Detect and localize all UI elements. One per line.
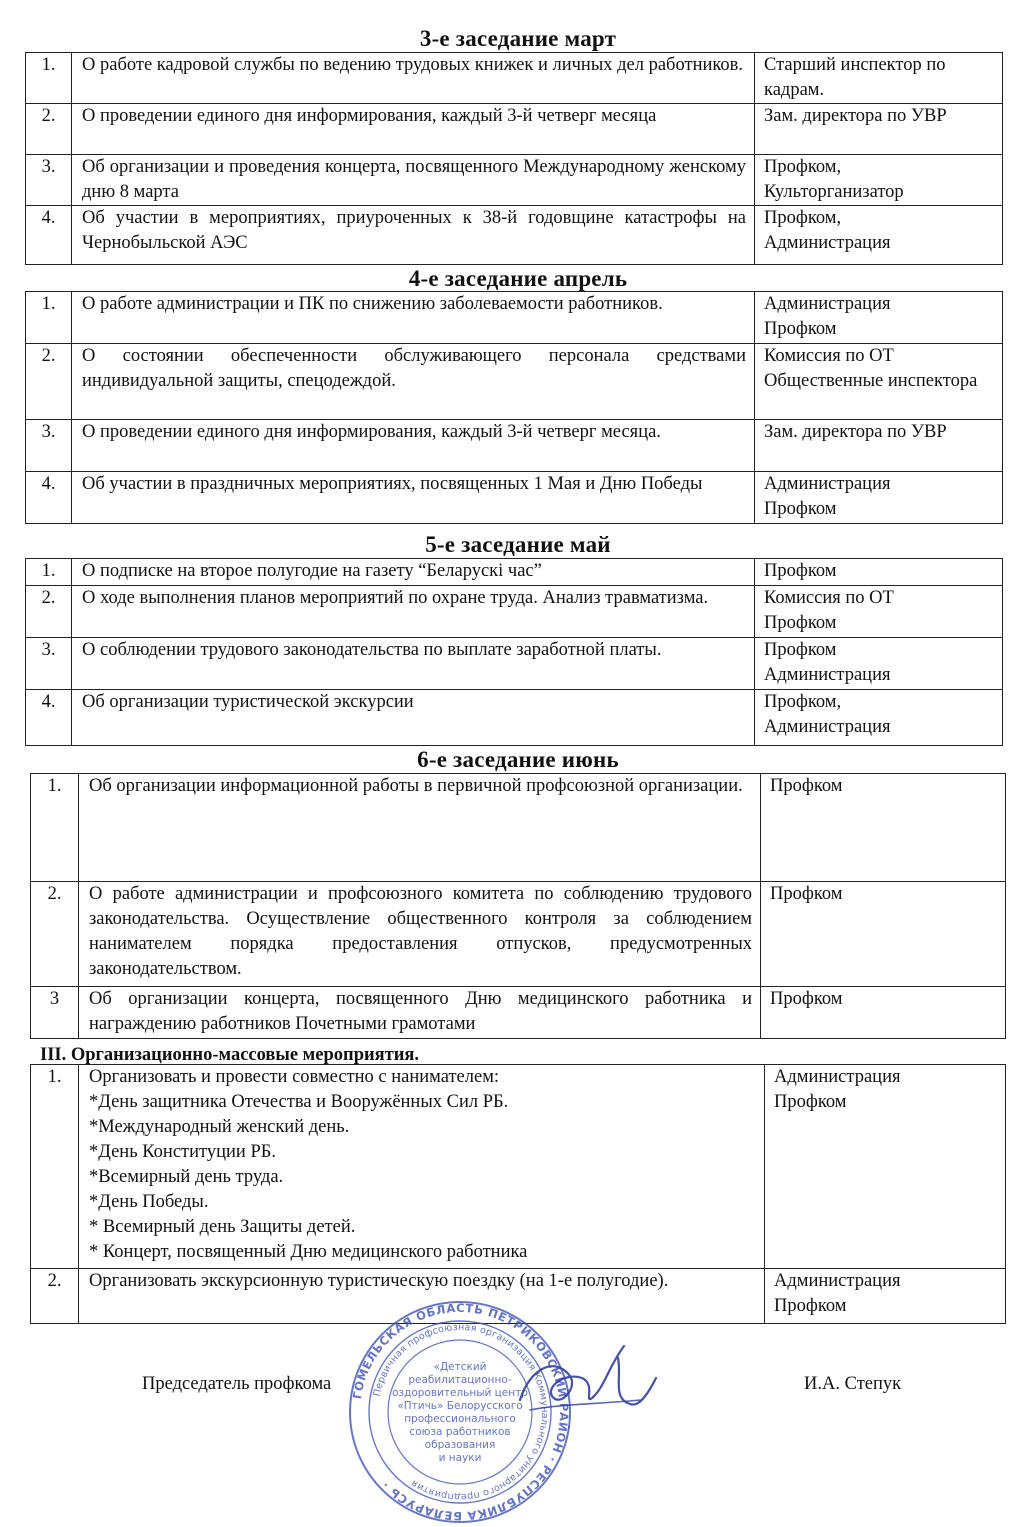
row-responsible: Администрация Профком bbox=[765, 1269, 1006, 1324]
section-3-title: III. Организационно-массовые мероприятия. bbox=[40, 1045, 420, 1065]
row-subject: Организовать экскурсионную туристическую поездку (на 1-е полугодие). bbox=[79, 1269, 765, 1324]
section-3-table bbox=[30, 1064, 1006, 1324]
svg-text:«Детский: «Детский bbox=[433, 1361, 487, 1373]
svg-text:профессионального: профессионального bbox=[404, 1413, 516, 1425]
svg-text:ГОМЕЛЬСКАЯ ОБЛАСТЬ ПЕТРИКОВСКИ: ГОМЕЛЬСКАЯ ОБЛАСТЬ ПЕТРИКОВСКИЙ РАЙОН · РЕСПУБЛИКА БЕЛАРУСЬ · bbox=[349, 1300, 572, 1524]
table-row bbox=[26, 344, 1003, 420]
row-subject: О работе администрации и профсоюзного комитета по соблюдению трудового законодательства. Осуществление общественного контроля за соблюдением нанимателем порядка предоставления отпусков, предусмотренных законодательством. bbox=[79, 882, 761, 987]
row-responsible: Администрация Профком bbox=[765, 1065, 1006, 1269]
session-3-title: 3-е заседание март bbox=[419, 26, 617, 51]
row-subject: О проведении единого дня информирования, каждый 3-й четверг месяца. bbox=[72, 420, 755, 472]
chairman-title: Председатель профкома bbox=[142, 1374, 332, 1394]
row-subject bbox=[79, 1065, 765, 1269]
row-responsible: Зам. директора по УВР bbox=[755, 420, 1003, 472]
row-subject: О ходе выполнения планов мероприятий по охране труда. Анализ травматизма. bbox=[72, 586, 755, 638]
event-list-item: *Международный женский день. bbox=[89, 1117, 350, 1137]
row-subject: О проведении единого дня информирования, каждый 3-й четверг месяца bbox=[72, 104, 755, 155]
row-subject: О подписке на второе полугодие на газету “Беларускі час” bbox=[72, 559, 755, 586]
row-number: 4. bbox=[26, 206, 72, 265]
row-number: 3 bbox=[31, 987, 79, 1039]
svg-text:оздоровительный центр: оздоровительный центр bbox=[392, 1387, 528, 1399]
event-list-item: *День Конституции РБ. bbox=[89, 1142, 276, 1162]
signature bbox=[500, 1338, 660, 1428]
table-row bbox=[26, 53, 1003, 104]
row-subject: Об организации и проведения концерта, посвященного Международному женскому дню 8 марта bbox=[72, 155, 755, 206]
row-subject: Об организации информационной работы в первичной профсоюзной организации. bbox=[79, 774, 761, 882]
session-4-table bbox=[25, 291, 1003, 524]
row-number: 2. bbox=[26, 104, 72, 155]
session-5-table bbox=[25, 558, 1003, 746]
row-number: 3. bbox=[26, 420, 72, 472]
svg-text:Первичная профсоюзная организа: Первичная профсоюзная организация Коммунального унитарного предприятия bbox=[371, 1321, 551, 1503]
row-number: 1. bbox=[26, 292, 72, 344]
row-responsible: Комиссия по ОТ Общественные инспектора bbox=[755, 344, 1003, 420]
session-5-title: 5-е заседание май bbox=[425, 532, 611, 557]
row-number: 3. bbox=[26, 155, 72, 206]
row-responsible: Профком bbox=[755, 559, 1003, 586]
table-row bbox=[26, 420, 1003, 472]
table-row bbox=[26, 586, 1003, 638]
svg-text:образования: образования bbox=[424, 1439, 496, 1451]
table-row bbox=[26, 155, 1003, 206]
row-number: 2. bbox=[31, 1269, 79, 1324]
row-subject: Об участии в мероприятиях, приуроченных к 38-й годовщине катастрофы на Чернобыльской АЭС bbox=[72, 206, 755, 265]
event-list-item: *День Победы. bbox=[89, 1192, 209, 1212]
svg-text:реабилитационно-: реабилитационно- bbox=[408, 1374, 512, 1386]
session-6-title: 6-е заседание июнь bbox=[417, 747, 619, 772]
event-list-item: *Всемирный день труда. bbox=[89, 1167, 284, 1187]
svg-text:и науки: и науки bbox=[438, 1452, 482, 1464]
table-row bbox=[26, 690, 1003, 746]
row-responsible: Профком bbox=[761, 987, 1006, 1039]
row-responsible: Администрация Профком bbox=[755, 292, 1003, 344]
row-subject: О состоянии обеспеченности обслуживающего персонала средствами индивидуальной защиты, спецодеждой. bbox=[72, 344, 755, 420]
row-responsible: Профком, Администрация bbox=[755, 206, 1003, 265]
row-responsible: Профком, Администрация bbox=[755, 690, 1003, 746]
table-row bbox=[31, 987, 1006, 1039]
row-number: 3. bbox=[26, 638, 72, 690]
row-number: 1. bbox=[31, 1065, 79, 1269]
row-responsible: Зам. директора по УВР bbox=[755, 104, 1003, 155]
table-row bbox=[26, 472, 1003, 524]
row-subject: Об организации туристической экскурсии bbox=[72, 690, 755, 746]
row-responsible: Профком bbox=[761, 882, 1006, 987]
row-responsible: Профком Администрация bbox=[755, 638, 1003, 690]
row-number: 1. bbox=[31, 774, 79, 882]
table-row bbox=[31, 1065, 1006, 1269]
row-responsible: Профком, Культорганизатор bbox=[755, 155, 1003, 206]
row-responsible: Комиссия по ОТ Профком bbox=[755, 586, 1003, 638]
row-number: 2. bbox=[31, 882, 79, 987]
row-responsible: Профком bbox=[761, 774, 1006, 882]
svg-text:союза работников: союза работников bbox=[409, 1426, 511, 1438]
row-number: 1. bbox=[26, 559, 72, 586]
row-responsible: Старший инспектор по кадрам. bbox=[755, 53, 1003, 104]
row-number: 4. bbox=[26, 472, 72, 524]
row-number: 2. bbox=[26, 586, 72, 638]
session-3-table bbox=[25, 52, 1003, 265]
table-row bbox=[26, 638, 1003, 690]
event-list-item: * Всемирный день Защиты детей. bbox=[89, 1217, 356, 1237]
table-row bbox=[31, 774, 1006, 882]
row-subject: О соблюдении трудового законодательства по выплате заработной платы. bbox=[72, 638, 755, 690]
session-4-title: 4-е заседание апрель bbox=[408, 266, 628, 291]
row-subject: Об участии в праздничных мероприятиях, посвященных 1 Мая и Дню Победы bbox=[72, 472, 755, 524]
table-row bbox=[26, 104, 1003, 155]
row-number: 2. bbox=[26, 344, 72, 420]
table-row bbox=[26, 292, 1003, 344]
event-list-item: * Концерт, посвященный Дню медицинского работника bbox=[89, 1242, 528, 1262]
session-6-table bbox=[30, 773, 1006, 1039]
chairman-name: И.А. Степук bbox=[804, 1374, 902, 1394]
table-row bbox=[31, 882, 1006, 987]
row-number: 1. bbox=[26, 53, 72, 104]
table-row bbox=[26, 206, 1003, 265]
row-number: 4. bbox=[26, 690, 72, 746]
row-responsible: Администрация Профком bbox=[755, 472, 1003, 524]
svg-text:«Птичь» Белорусского: «Птичь» Белорусского bbox=[397, 1400, 523, 1412]
row-subject: О работе кадровой службы по ведению трудовых книжек и личных дел работников. bbox=[72, 53, 755, 104]
event-list-item: *День защитника Отечества и Вооружённых Сил РБ. bbox=[89, 1092, 509, 1112]
event-list-intro: Организовать и провести совместно с нанимателем: bbox=[89, 1067, 500, 1087]
row-subject: О работе администрации и ПК по снижению заболеваемости работников. bbox=[72, 292, 755, 344]
row-subject: Об организации концерта, посвященного Дню медицинского работника и награждению работников Почетными грамотами bbox=[79, 987, 761, 1039]
table-row bbox=[26, 559, 1003, 586]
